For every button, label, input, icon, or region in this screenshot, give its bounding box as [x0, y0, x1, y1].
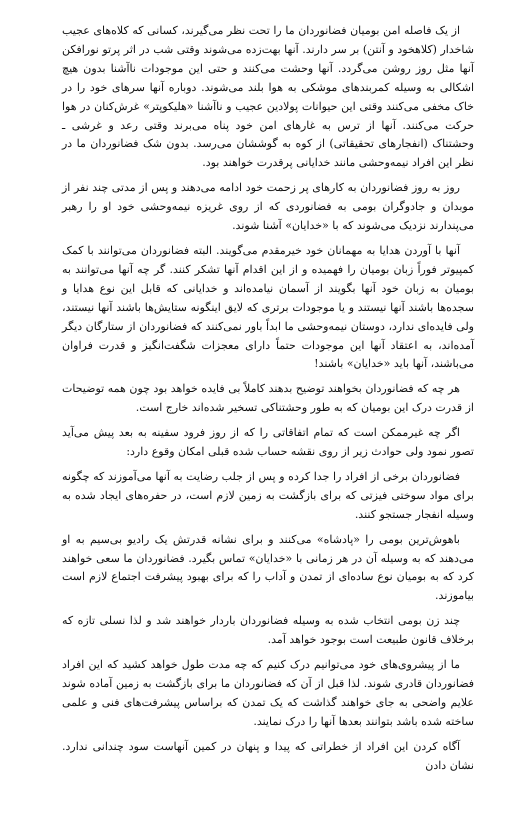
paragraph-2: روز به روز فضانوردان به کارهای پر زحمت خود ادامه می‌دهند و پس از مدتی چند نفر از موبدان و جادوگران بومی به فضانوردی که از روی غریزه نیمه‌وحشی خود او را رهبر می‌پندارند نزدیک می‌شوند که با «خدایان» آشنا شوند.: [62, 181, 474, 233]
paragraph-8: چند زن بومی انتخاب شده به وسیله فضانوردان باردار خواهند شد و لذا نسلی تازه که برخلاف قانون طبیعت است بوجود خواهد آمد.: [62, 614, 474, 647]
paragraph-10: آگاه کردن این افراد از خطراتی که پیدا و پنهان در کمین آنهاست سود چندانی ندارد. نشان دادن: [62, 739, 474, 772]
paragraph-4: هر چه که فضانوردان بخواهند توضیح بدهند کاملاً بی فایده خواهد بود چون همه توضیحات از قدرت درک این بومیان که به طور وحشتناکی تسخیر شده‌اند خارج است.: [62, 382, 474, 415]
document-page: [62, 22, 474, 776]
paragraph-7: باهوش‌ترین بومی را «پادشاه» می‌کنند و برای نشانه قدرتش یک رادیو بی‌سیم به او می‌دهند که به وسیله آن در هر زمانی با «خدایان» تماس بگیرد. فضانوردان ما سعی خواهند کرد که به بومیان نوع ساده‌ای از تمدن و آداب را که برای بهبود پیشرفت اجتماع لازم است بیاموزند.: [62, 532, 474, 603]
paragraph-3: آنها با آوردن هدایا به مهمانان خود خیرمقدم می‌گویند. البته فضانوردان می‌توانند با کمک کمپیوتر فوراً زبان بومیان را فهمیده و از این اقدام آنها تشکر کنند. گر چه آنها می‌توانند به بومیان به زبان خود آنها بگویند از آسمان نیامده‌اند و خدایانی که قابل این نوع هدایا و سجده‌ها باشند آنها نیستند و یا موجودات برتری که لایق اینگونه ستایش‌ها باشند آنها نیستند، ولی فایده‌ای ندارد، دوستان نیمه‌وحشی ما ابداً باور نمی‌کنند که فضانوردان از ستارگان دیگر آمده‌اند، به اعتقاد آنها این موجودات حتماً دارای معجزات شگفت‌انگیز و قدرت فراوان می‌باشند، آنها باید «خدایان» باشند!: [62, 243, 474, 371]
paragraph-5: اگر چه غیرممکن است که تمام اتفاقاتی را که از روز فرود سفینه به بعد پیش می‌آید تصور نمود ولی حوادث زیر از روی نقشه حساب شده قبلی امکان وقوع دارد:: [62, 426, 474, 459]
paragraph-1: از یک فاصله امن بومیان فضانوردان ما را تحت نظر می‌گیرند، کسانی که کلاه‌های عجیب شاخدار (کلاهخود و آنتن) بر سر دارند. آنها بهت‌زده می‌شوند وقتی شب در اثر پرتو نورافکن آنها مثل روز روشن می‌گردد. آنها وحشت می‌کنند و حتی این موجودات ناآشنا بدون هیچ اشکالی به وسیله کمربندهای موشکی به هوا بلند می‌شوند. دوباره آنها سرهای خود را در خاک مخفی می‌کنند وقتی این حیوانات پولادین عجیب و ناآشنا «هلیکوپتر» غرش‌کنان در هوا حرکت می‌کنند. آنها از ترس به غارهای امن خود پناه می‌برند وقتی رعد و غرشی ـ وحشتناک (انفجارهای تحقیقاتی) از کوه به گوششان می‌رسد. بدون شک فضانوردان ما در نظر این افراد نیمه‌وحشی مانند خدایانی پرقدرت خواهند بود.: [62, 24, 474, 170]
paragraph-6: فضانوردان برخی از افراد را جدا کرده و پس از جلب رضایت به آنها می‌آموزند که چگونه برای مواد سوختی فیزتی که برای بازگشت به زمین لازم است، در حفره‌های ایجاد شده به وسیله انفجار جستجو کنند.: [62, 469, 474, 521]
paragraph-9: ما از پیشروی‌های خود می‌توانیم درک کنیم که چه مدت طول خواهد کشید که این افراد فضانوردان قادری شوند. لذا قبل از آن که فضانوردان ما برای بازگشت به زمین آماده شوند علایم واضحی به جای خواهند گذاشت که یک تمدن که براساس پیشرفت‌های فنی و علمی ساخته شده باشد بتوانند بعدها آنها را درک نمایند.: [62, 658, 474, 728]
